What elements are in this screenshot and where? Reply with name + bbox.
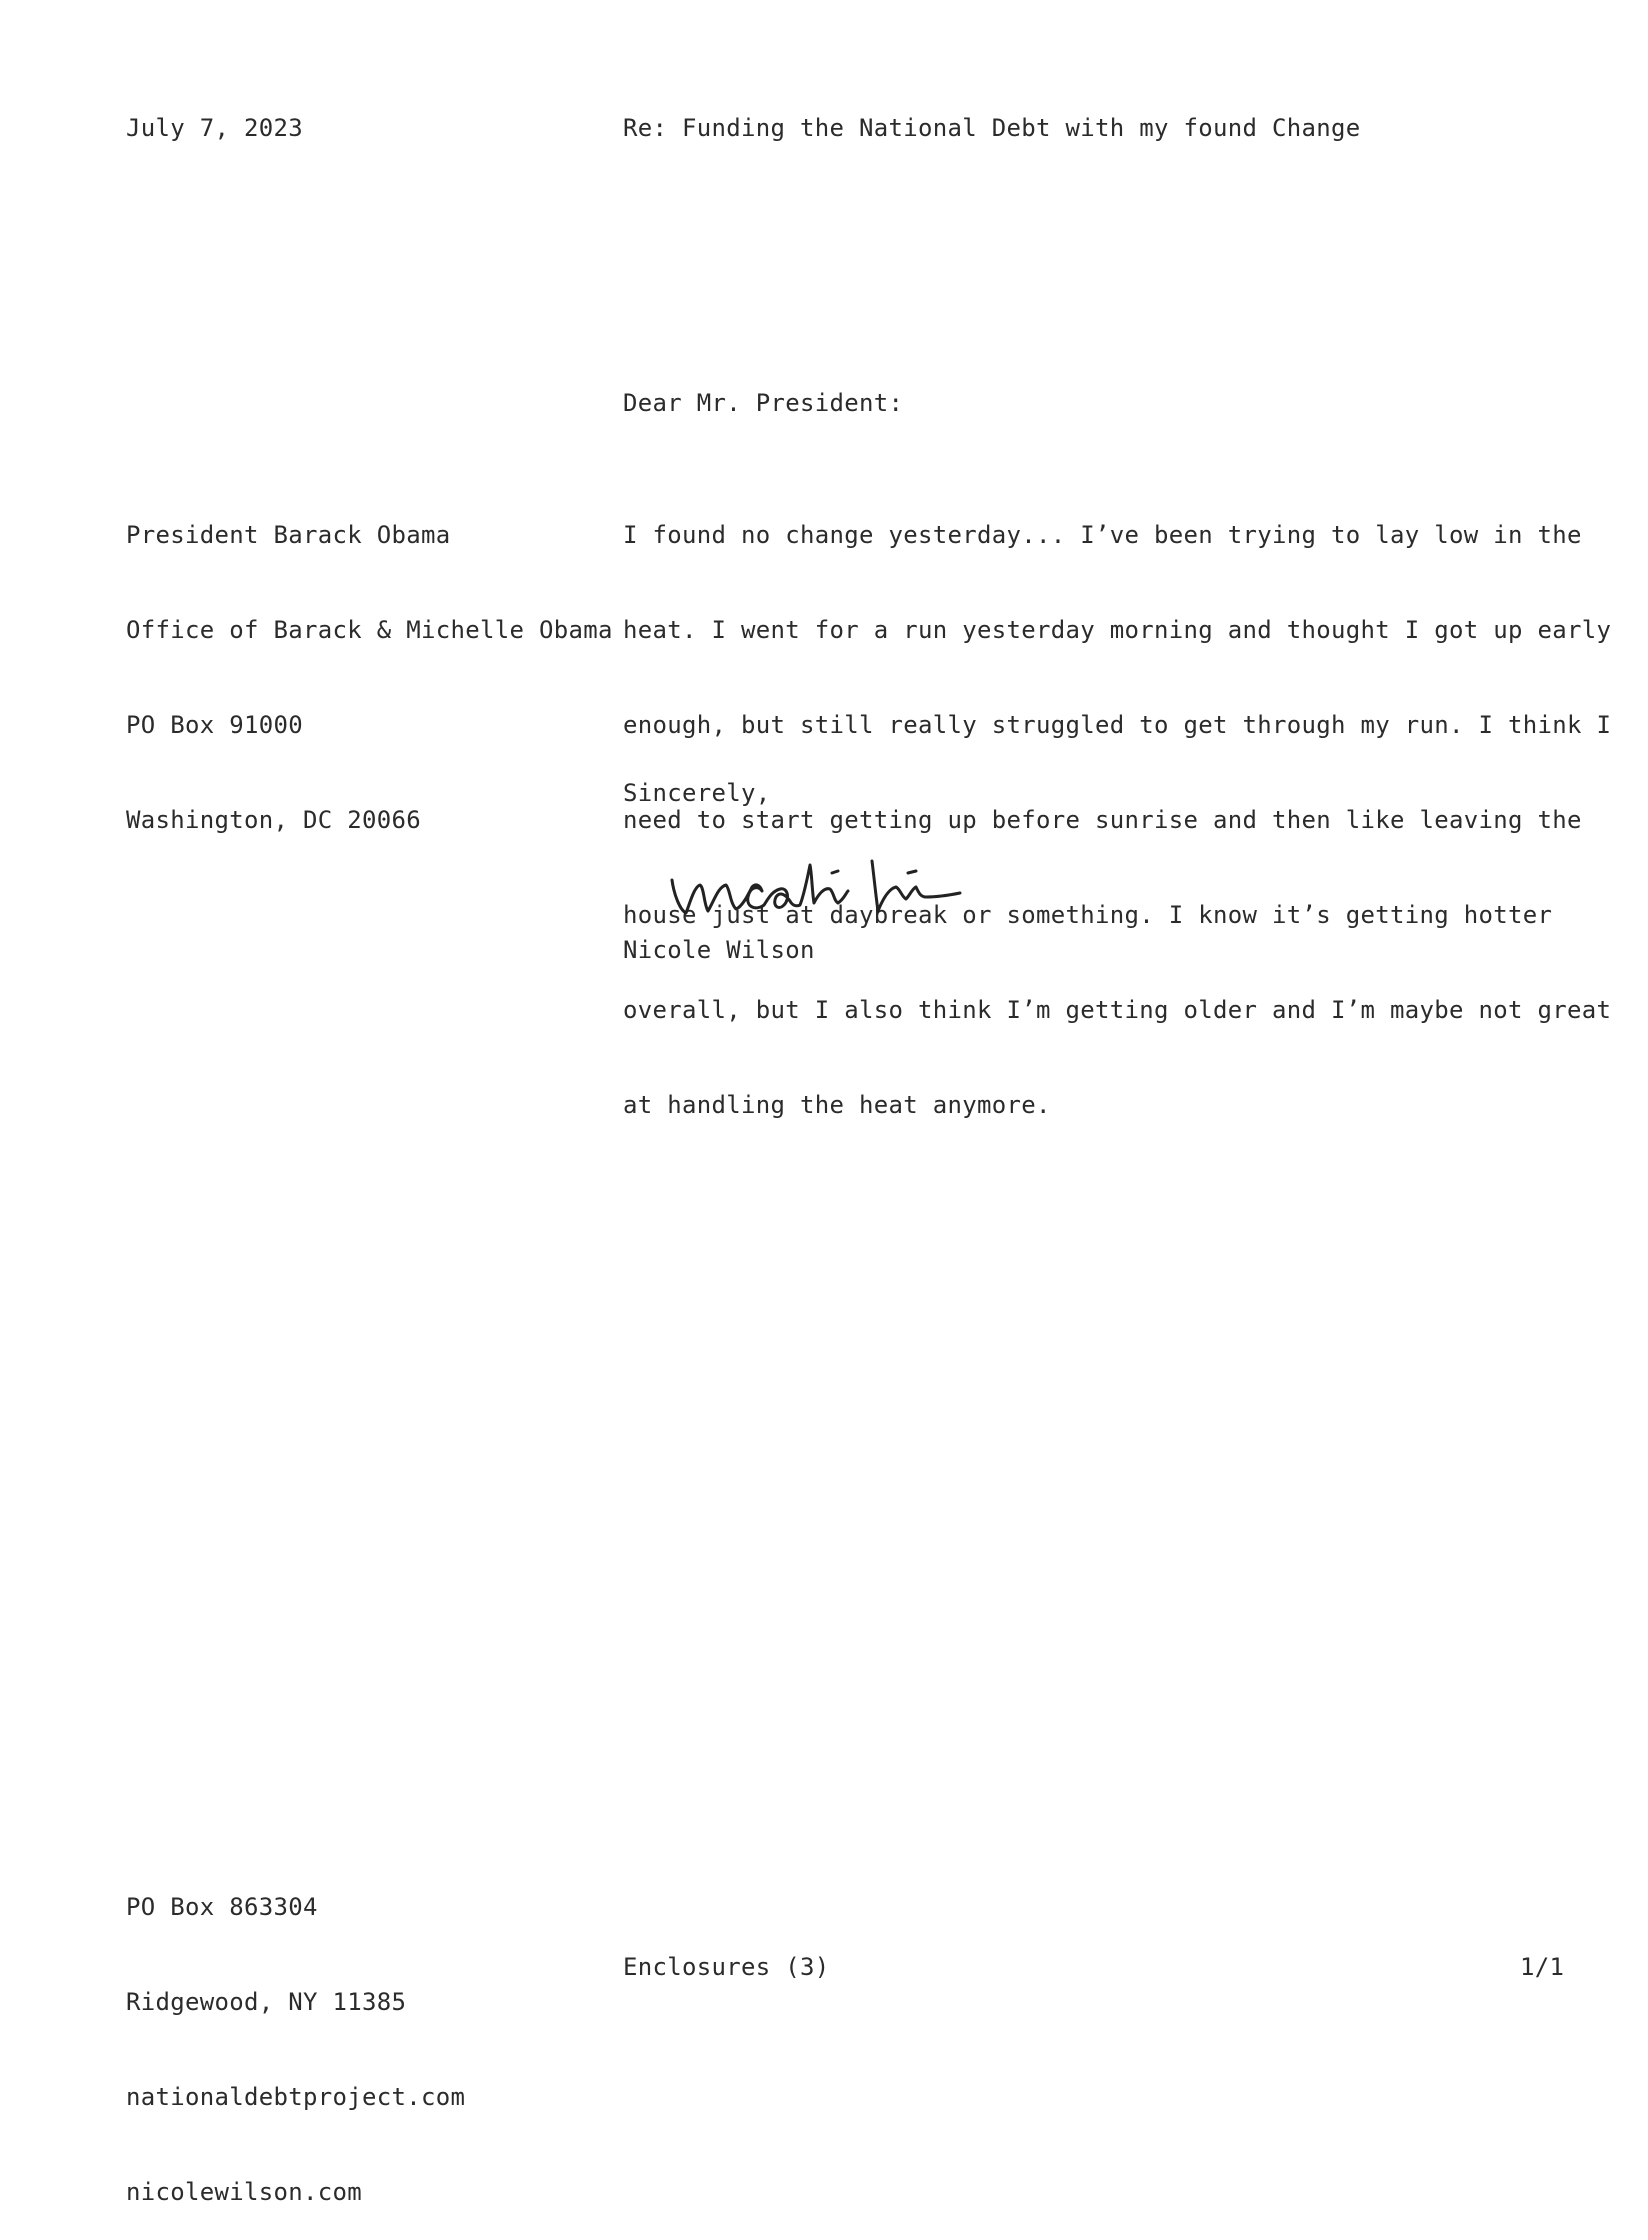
recipient-line: Office of Barack & Michelle Obama — [126, 616, 613, 644]
recipient-line: Washington, DC 20066 — [126, 806, 421, 834]
body-line: overall, but I also think I’m getting older and I’m maybe not great — [623, 996, 1612, 1024]
body-line: house just at daybreak or something. I know it’s getting hotter — [623, 901, 1553, 929]
body-line: at handling the heat anymore. — [623, 1091, 1051, 1119]
sender-address — [126, 1832, 465, 2240]
sender-website: nationaldebtproject.com — [126, 2083, 466, 2111]
closing: Sincerely, — [623, 779, 771, 807]
body-line: need to start getting up before sunrise and then like leaving the — [623, 806, 1582, 834]
sender-line: PO Box 863304 — [126, 1893, 318, 1921]
signer-name: Nicole Wilson — [623, 936, 815, 964]
recipient-line: PO Box 91000 — [126, 711, 303, 739]
letter-body — [623, 460, 1611, 1153]
recipient-line: President Barack Obama — [126, 521, 451, 549]
body-line: I found no change yesterday... I’ve been trying to lay low in the — [623, 521, 1582, 549]
page-number: 1/1 — [1520, 1953, 1565, 1981]
letter-subject: Re: Funding the National Debt with my found Change — [623, 114, 1361, 142]
handwritten-signature — [660, 825, 1020, 935]
sender-line: Ridgewood, NY 11385 — [126, 1988, 407, 2016]
body-line: heat. I went for a run yesterday morning and thought I got up early — [623, 616, 1612, 644]
recipient-address — [126, 460, 613, 868]
sender-website: nicolewilson.com — [126, 2178, 362, 2206]
salutation: Dear Mr. President: — [623, 389, 904, 417]
enclosures-note: Enclosures (3) — [623, 1953, 830, 1981]
body-line: enough, but still really struggled to get through my run. I think I — [623, 711, 1612, 739]
letter-date: July 7, 2023 — [126, 114, 303, 142]
